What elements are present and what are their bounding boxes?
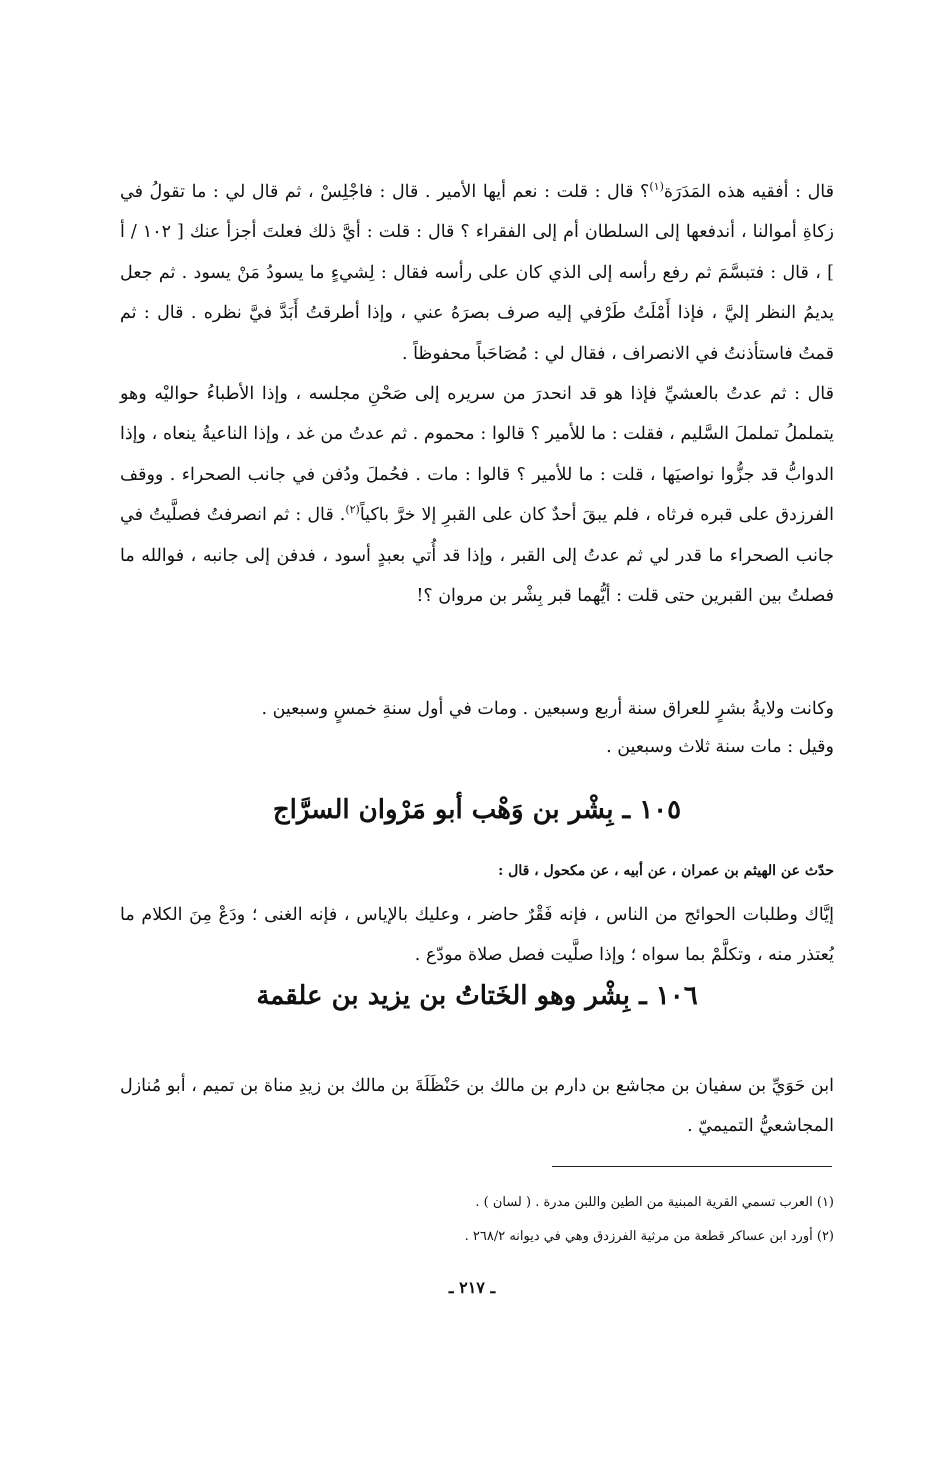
footnote-ref-2: (٢)	[345, 503, 360, 517]
paragraph-1-start: قال : أفقيه هذه المَدَرَة	[663, 182, 834, 202]
entry-105-text	[120, 895, 834, 975]
entry-106-text	[120, 1066, 834, 1146]
main-passage	[120, 172, 834, 616]
entry-106-paragraph: ابن حَوَيِّ بن سفيان بن مجاشع بن دارم بن مالك بن حَنْظَلَةَ بن مالك بن زيدِ مناة بن تميم ، أبو مُنازل المجاشعيُّ التميميّ .	[120, 1076, 834, 1136]
entry-105-sanad	[120, 857, 834, 885]
footnotes	[120, 1186, 834, 1254]
death-notes	[120, 690, 834, 766]
paragraph-1	[120, 172, 834, 374]
footnote-divider	[552, 1166, 832, 1167]
footnote-1: (١) العرب تسمي القرية المبنية من الطين واللبن مدرة . ( لسان ) .	[475, 1195, 834, 1210]
sanad-line: حدّث عن الهيثم بن عمران ، عن أبيه ، عن مكحول ، قال :	[498, 863, 834, 879]
paragraph-3: وكانت ولايةُ بشرٍ للعراق سنة أربع وسبعين . ومات في أول سنةِ خمسٍ وسبعين .	[261, 699, 834, 719]
paragraph-2-start: قال : ثم عدتُ بالعشيِّ فإذا هو قد انحدرَ من سريره إلى صَحْنِ مجلسه ، وإذا الأطباءُ حواليْه وهو يتململُ تململَ السَّليم ، فقلت : ما للأمير ؟ قالوا : محموم . ثم عدتُ من غد ، وإذا الناعيةُ ينعاه ، وإذا الدوابُّ قد جزُّوا نواصيَها ، قلت : ما للأمير ؟ قالوا : مات . فحُملَ ودُفن في جانب الصحراء . ووقف الفرزدق على قبره فرثاه ، فلم يبقَ أحدٌ كان على القبرِ إلا خرَّ باكياً	[120, 384, 834, 526]
page-number: ـ ٢١٧ ـ	[448, 1278, 496, 1297]
entry-106-heading: ١٠٦ ـ بِشْر وهو الخَتاتُ بن يزيد بن علقمة	[256, 981, 698, 1011]
paragraph-2	[120, 374, 834, 616]
paragraph-4: وقيل : مات سنة ثلاث وسبعين .	[606, 737, 834, 757]
entry-105-heading: ١٠٥ ـ بِشْر بن وَهْب أبو مَرْوان السرَّاج	[272, 795, 682, 825]
paragraph-2-rest: . قال : ثم انصرفتُ فصلَّيتُ في جانب الصحراء ما قدر لي ثم عدتُ إلى القبر ، وإذا قد أُتي بعبدٍ أسود ، فدفن إلى جانبه ، فوالله ما فصلتُ بين القبرين حتى قلت : أيُّهما قبر بِشْر بن مروان ؟!	[120, 505, 834, 607]
entry-105-paragraph: إيَّاك وطلبات الحوائج من الناس ، فإنه فَقْرٌ حاضر ، وعليك بالإياس ، فإنه الغنى ؛ ودَعْ مِنَ الكلام ما يُعتذر منه ، وتكلَّمْ بما سواه ؛ وإذا صلَّيت فصل صلاة مودّع .	[120, 905, 834, 965]
footnote-ref-1: (١)	[649, 180, 664, 194]
footnote-2: (٢) أورد ابن عساكر قطعة من مرثية الفرزدق وهي في ديوانه ٢٦٨/٢ .	[464, 1229, 834, 1244]
paragraph-1-rest: ؟ قال : قلت : نعم أيها الأمير . قال : فاجْلِسْ ، ثم قال لي : ما تقولُ في زكاةِ أموالنا ، أندفعها إلى السلطان أم إلى الفقراء ؟ قال : قلت : أيَّ ذلك فعلتَ أجزأ عنك [ ١٠٢ / أ ] ، قال : فتبسَّمَ ثم رفع رأسه إلى الذي كان على رأسه فقال : لِشيءٍ ما يسودُ مَنْ يسود . ثم جعل يديمُ النظر إليَّ ، فإذا أَمْلَتُ طَرْفي إليه صرف بصرَهُ عني ، وإذا أطرقتُ أَبَدَّ فيَّ نظره . قال : ثم قمتُ فاستأذنتُ في الانصراف ، فقال لي : مُصَاحَباً محفوظاً .	[120, 182, 834, 364]
